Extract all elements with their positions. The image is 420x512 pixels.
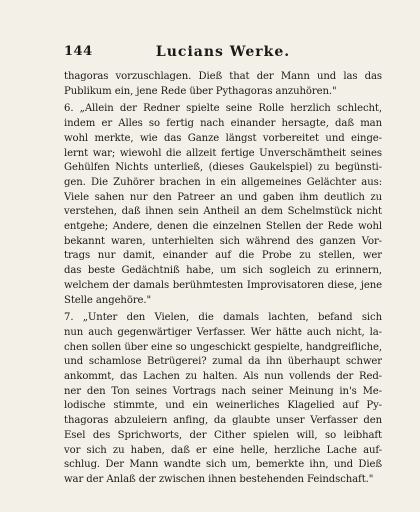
- text-line: thagoras abzuleiern anfing, da glaubte unser Verfasser den: [64, 415, 382, 427]
- paragraph: [64, 311, 382, 487]
- text-line: bekannt waren, unterhielten sich während des ganzen Vor-: [64, 235, 382, 247]
- text-line: das beste Gedächtniß habe, um sich sogleich zu erinnern,: [64, 265, 382, 277]
- text-line: welchem der damals berühmtesten Improvisatoren diese, jene: [64, 279, 382, 291]
- text-line: verstehen, daß ihnen sein Antheil an dem Schelmstück nicht: [64, 206, 382, 218]
- page-header: [64, 44, 382, 64]
- paragraph: [64, 102, 382, 308]
- text-line: lodische stimmte, und ein weinerliches Klagelied auf Py-: [64, 400, 382, 412]
- text-line: war der Anlaß der zwischen ihnen bestehenden Feindschaft.": [64, 473, 374, 485]
- text-line: ner den Ton seines Vortrags nach seiner Meinung in's Me-: [64, 385, 382, 397]
- text-body: [64, 70, 382, 488]
- text-line: chen sollen über eine so ungeschickt gespielte, handgreifliche,: [64, 341, 382, 353]
- text-line: entgehe; Andere, denen die einzelnen Stellen der Rede wohl: [64, 221, 382, 233]
- page-number: 144: [64, 44, 93, 59]
- text-line: und schamlose Betrügerei? zumal da ihn überhaupt schwer: [64, 356, 382, 368]
- text-line: thagoras vorzuschlagen. Dieß that der Mann und las das: [64, 71, 382, 82]
- text-line: vor sich zu haben, daß er eine helle, herzliche Lache auf-: [64, 444, 382, 456]
- text-line: 6. „Allein der Redner spielte seine Rolle herzlich schlecht,: [64, 103, 382, 115]
- text-line: ankommt, das Lachen zu halten. Als nun vollends der Red-: [64, 371, 382, 383]
- text-line: Viele sahen nur den Patreer an und gaben ihm deutlich zu: [64, 191, 382, 203]
- text-line: Publikum ein, jene Rede über Pythagoras anzuhören.": [64, 85, 337, 97]
- text-line: schlug. Der Mann wandte sich um, bemerkte ihn, und Dieß: [64, 459, 382, 471]
- text-line: gen. Die Zuhörer brachen in ein allgemeines Gelächter aus:: [64, 176, 382, 188]
- text-line: lernt war; wiewohl die allzeit fertige Unverschämtheit seines: [64, 147, 382, 159]
- text-line: Stelle angehöre.": [64, 294, 152, 306]
- text-line: nun auch gegenwärtiger Verfasser. Wer hätte auch nicht, la-: [64, 326, 382, 338]
- running-title: Lucians Werke.: [155, 44, 291, 60]
- text-line: wohl merkte, wie das Ganze längst vorbereitet und einge-: [64, 132, 382, 144]
- text-line: trags nur damit, einander auf die Probe zu stellen, wer: [64, 250, 382, 262]
- paragraph: [64, 70, 382, 99]
- text-line: Gehülfen Nichts unterließ, (dieses Gaukelspiel) zu begünsti-: [64, 162, 382, 174]
- text-line: Esel des Sprichworts, der Cither spielen will, so leibhaft: [64, 429, 382, 441]
- text-line: 7. „Unter den Vielen, die damals lachten, befand sich: [64, 312, 382, 324]
- text-line: indem er Alles so fertig nach einander hersagte, daß man: [64, 118, 382, 130]
